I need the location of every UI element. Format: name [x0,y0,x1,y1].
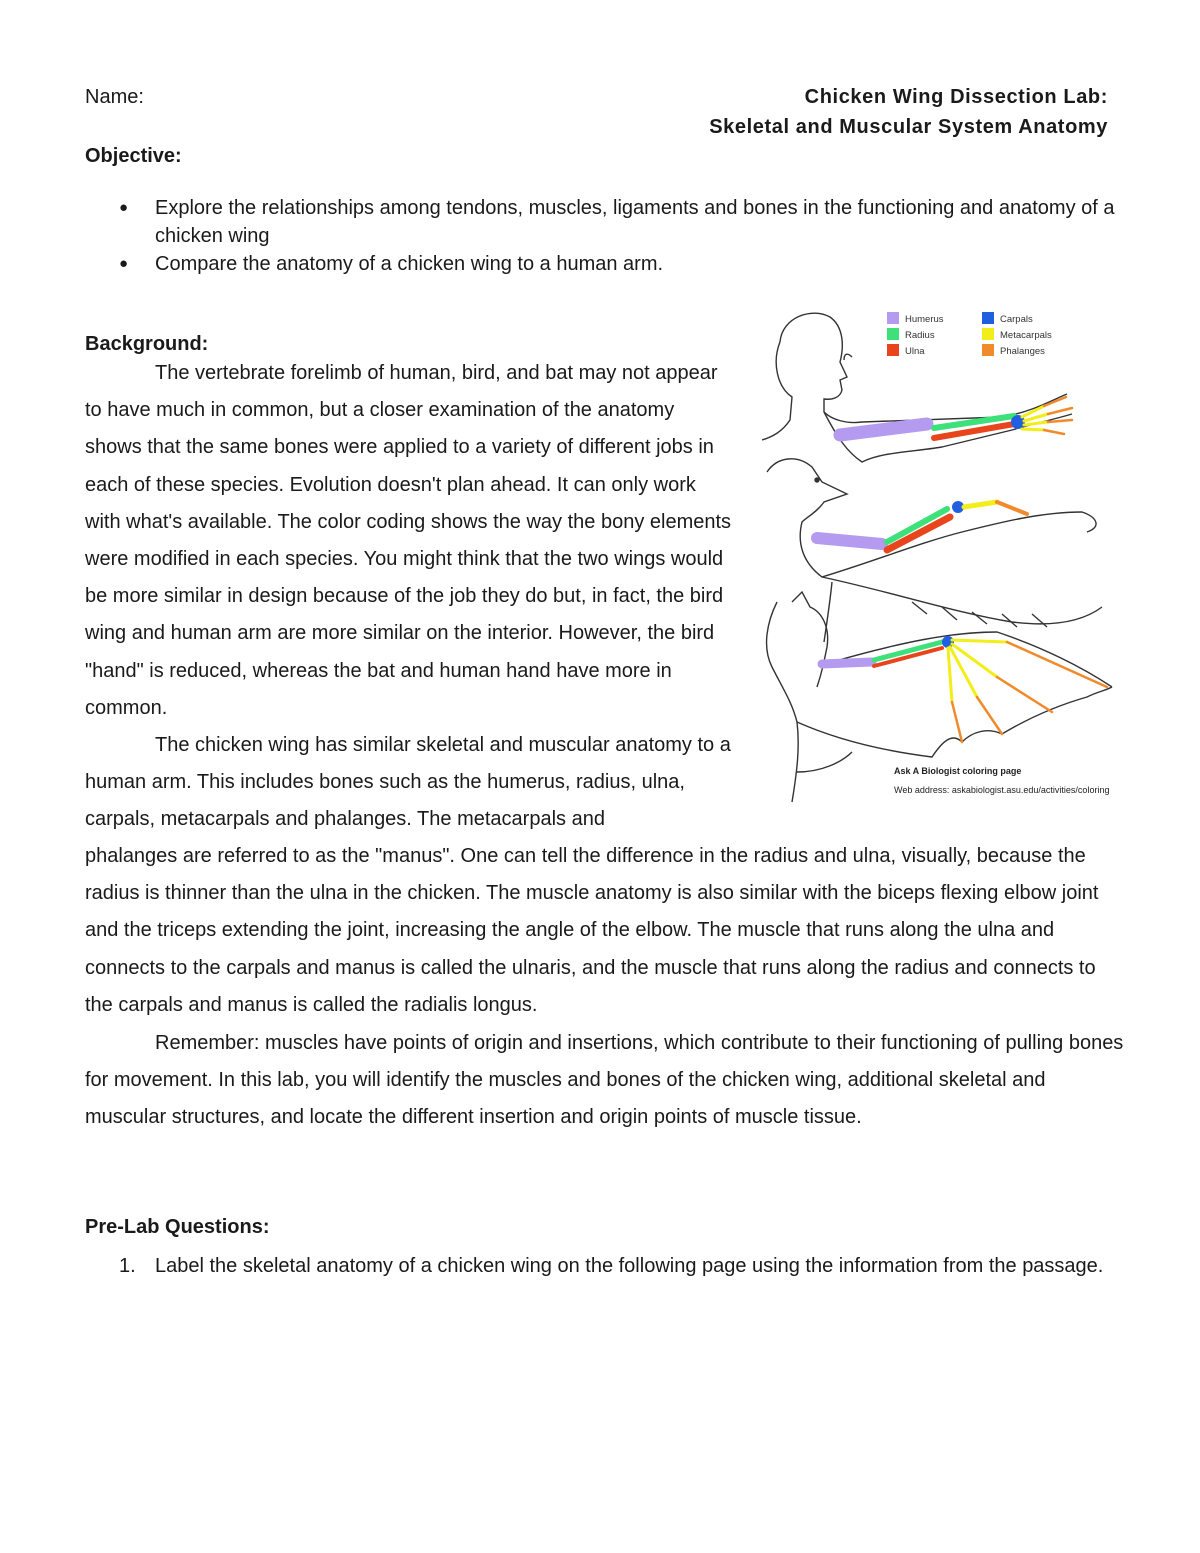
prelab-question-1 [85,1248,1115,1285]
prelab-heading: Pre-Lab Questions: [85,1216,270,1238]
background-heading: Background: [85,333,209,355]
objective-list [85,194,1115,278]
objective-item: ● Explore the relationships among tendons, muscles, ligaments and bones in the functioning and anatomy of a chicken wing [85,194,1115,250]
legend-swatch-metacarpals [982,328,994,340]
background-paragraph-2a: The chicken wing has similar skeletal and muscular anatomy to a human arm. This includes bones such as the humerus, radius, ulna, carpals, metacarpals and phalanges. The metacarpals and [85,734,731,831]
legend-swatch-phalanges [982,344,994,356]
background-paragraph-2b: phalanges are referred to as the "manus". One can tell the difference in the radius and ulna, visually, because the radius is thinner than the ulna in the chicken. The muscle anatomy is also similar with the biceps flexing elbow joint and the triceps extending the joint, increasing the angle of the elbow. The muscle that runs along the ulna and connects to the carpals and manus is called the ulnaris, and the muscle that runs along the radius and connects to the carpals and manus is called the radialis longus. [85,845,1099,1016]
human-arm-bones [840,397,1072,438]
figure-credit [894,766,1109,795]
legend-label-carpals: Carpals [1000,314,1033,325]
objective-item: ● Compare the anatomy of a chicken wing to a human arm. [85,250,1115,278]
lab-title: Chicken Wing Dissection Lab: [804,86,1108,108]
objective-heading: Objective: [85,145,182,167]
forelimb-comparison-figure [752,302,1122,807]
figure-legend [887,312,1052,357]
name-label: Name: [85,86,144,108]
bird-wing-bones [817,501,1027,550]
legend-swatch-humerus [887,312,899,324]
legend-swatch-carpals [982,312,994,324]
background-paragraph-1: The vertebrate forelimb of human, bird, and bat may not appear to have much in common, but a closer examination of the anatomy shows that the same bones were applied to a variety of different jobs in each of these species. Evolution doesn't plan ahead. It can only work with what's available. The color coding shows the way the bony elements were modified in each species. You might think that the two wings would be more similar in design because of the job they do but, in fact, the bird wing and human arm are more similar on the interior. However, the bird "hand" is reduced, whereas the bat and human hand have more in common. [85,362,732,719]
legend-label-humerus: Humerus [905,314,944,325]
legend-label-radius: Radius [905,330,935,341]
question-number: 1. [119,1255,136,1277]
legend-swatch-ulna [887,344,899,356]
credit-line-2: Web address: askabiologist.asu.edu/activities/coloring [894,785,1110,795]
legend-label-phalanges: Phalanges [1000,346,1045,357]
legend-swatch-radius [887,328,899,340]
background-paragraph-3: Remember: muscles have points of origin and insertions, which contribute to their functioning of pulling bones for movement. In this lab, you will identify the muscles and bones of the chicken wing, additional skeletal and muscular structures, and locate the different insertion and origin points of muscle tissue. [85,1032,1124,1129]
legend-label-ulna: Ulna [905,346,925,357]
credit-line-1: Ask A Biologist coloring page [894,766,1022,776]
bat-wing-bones [822,636,1107,742]
lab-subtitle: Skeletal and Muscular System Anatomy [709,116,1108,138]
question-text: Label the skeletal anatomy of a chicken wing on the following page using the information from the passage. [155,1255,1104,1277]
bird-figure [767,459,1102,642]
legend-label-metacarpals: Metacarpals [1000,330,1052,341]
